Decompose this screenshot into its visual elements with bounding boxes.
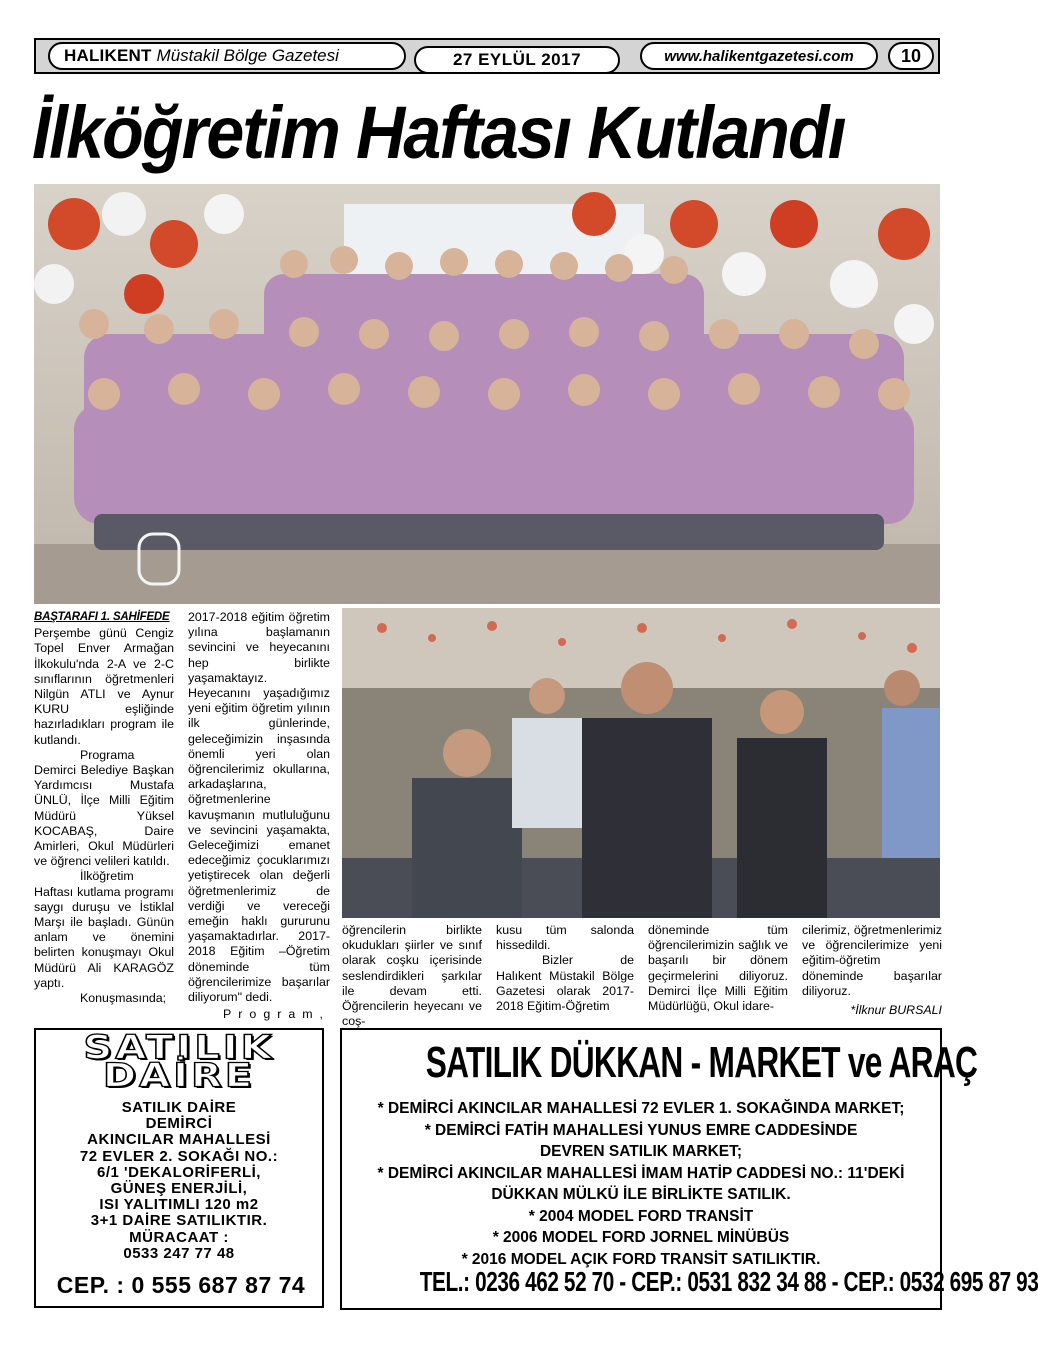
page-header (34, 38, 940, 74)
newspaper-name (48, 42, 406, 70)
article-column-4 (496, 923, 634, 1014)
students-group-photo (34, 184, 940, 604)
newspaper-subtitle: Müstakil Bölge Gazetesi (156, 46, 339, 65)
ad-line: * DEMİRCİ FATİH MAHALLESİ YUNUS EMRE CADDESİNDE (424, 1121, 858, 1139)
ad-phone: 0533 247 77 48 (123, 1244, 235, 1262)
ad-dukkan-title: SATILIK DÜKKAN - MARKET ve ARAÇ (425, 1038, 978, 1087)
article-column-5 (648, 923, 788, 1014)
article-paragraph: İlköğretim Haftası kutlama programı saygı duruşu ve İstiklal Marşı ile başladı. Günün anlam ve önemini belirten konuşmayı Okul Müdürü Ali KARAGÖZ yaptı. (34, 869, 174, 990)
article-paragraph: kusu tüm salonda hissedildi. (496, 923, 634, 953)
ad-line: * 2004 MODEL FORD TRANSİT (528, 1207, 754, 1225)
article-paragraph-tail: Program, (223, 1007, 330, 1022)
ad-line: * 2016 MODEL AÇIK FORD TRANSİT SATILIKTIR. (461, 1250, 821, 1268)
ad-line: 72 EVLER 2. SOKAĞI NO.: (79, 1147, 279, 1165)
article-paragraph: cilerimiz, öğretmenlerimiz ve öğrencilerimize yeni eğitim-öğretim döneminde başarılar diliyoruz. (802, 923, 942, 998)
ad-line: ISI YALITIMLI 120 m2 (99, 1196, 259, 1214)
article-paragraph: Perşembe günü Cengiz Topel Enver Armağan İlkokulu'nda 2-A ve 2-C sınıflarının öğretmenleri Nilgün ATLI ve Aynur KURU eşliğinde hazırladıkları program ile kutlandı. (34, 626, 174, 747)
article-paragraph: Bizler de Halıkent Müstakil Bölge Gazetesi olarak 2017-2018 Eğitim-Öğretim (496, 953, 634, 1014)
ad-dukkan-tel: TEL.: 0236 462 52 70 - CEP.: 0531 832 34 88 - CEP.: 0532 695 87 93 (419, 1266, 1038, 1297)
ad-line: 3+1 DAİRE SATILIKTIR. (90, 1212, 268, 1230)
students-photo-illustration (34, 184, 940, 604)
ad-line: DÜKKAN MÜLKÜ İLE BİRLİKTE SATILIK. (491, 1186, 791, 1203)
ad-daire-title-line: DAİRE (102, 1056, 256, 1095)
article-column-3 (342, 923, 482, 1029)
article-column-6 (802, 923, 942, 999)
article-paragraph: 2017-2018 eğitim öğretim yılına başlamanın sevincini ve heyecanını hep birlikte yaşamaktayız. Heyecanını yaşadığımız yeni eğitim öğretim yılının ilk günlerinde, geleceğimizin inşasında önemli yeri olan öğrencilerimiz okullarına, arkadaşlarına, öğretmenlerine kavuşmanın mutluluğunu ve sevincini yaşamakta, Geleceğimizi emanet edeceğimiz çocuklarımızı yetiştirecek olan değerli öğretmenlerimiz de verdiği ve vereceği emeğin haklı gururunu yaşamaktadırlar. 2017-2018 Eğitim –Öğretim döneminde tüm öğrencilerimize başarılar diliyorum" dedi. (188, 610, 330, 1005)
newspaper-title: HALIKENT (64, 46, 152, 65)
ad-line: DEVREN SATILIK MARKET; (539, 1143, 743, 1160)
ad-line: DEMİRCİ (145, 1115, 213, 1133)
ad-satilik-daire (34, 1028, 324, 1308)
ad-line: 6/1 'DEKALORİFERLİ, (97, 1163, 261, 1181)
ad-daire-body (36, 1100, 322, 1262)
article-kicker: BAŞTARAFI 1. SAHİFEDE (34, 611, 170, 623)
ad-line: * DEMİRCİ AKINCILAR MAHALLESİ İMAM HATİP CADDESİ NO.: 11'DEKİ (377, 1164, 905, 1182)
ad-line: MÜRACAAT : (129, 1228, 229, 1246)
ad-line: SATILIK DAİRE (121, 1099, 237, 1116)
article-paragraph: Programa Demirci Belediye Başkan Yardımcısı Mustafa ÜNLÜ, İlçe Milli Eğitim Müdürü Yüksel KOCABAŞ, Daire Amirleri, Okul Müdürleri ve öğrenci velileri katıldı. (34, 747, 174, 869)
ad-daire-title-line: SATILIK (83, 1029, 275, 1067)
article-column-2 (188, 610, 330, 1022)
article-column-1 (34, 610, 174, 1006)
headline: İlköğretim Haftası Kutlandı (32, 91, 845, 174)
ad-line: * DEMİRCİ AKINCILAR MAHALLESİ 72 EVLER 1. SOKAĞINDA MARKET; (377, 1100, 905, 1117)
ad-daire-title (36, 1029, 322, 1095)
ad-dukkan-body (342, 1098, 940, 1270)
article-paragraph: Konuşmasında; (80, 991, 167, 1006)
officials-photo-illustration (342, 608, 940, 918)
ad-line: GÜNEŞ ENERJİLİ, (110, 1180, 248, 1198)
ad-line: AKINCILAR MAHALLESİ (87, 1131, 271, 1149)
website-link[interactable]: www.halikentgazetesi.com (640, 42, 878, 70)
article-paragraph: döneminde tüm öğrencilerimizin sağlık ve başarılı bir dönem geçirmelerini diliyoruz. Demirci İlçe Milli Eğitim Müdürlüğü, Okul idare- (648, 923, 788, 1014)
officials-photo (342, 608, 940, 918)
ad-line: * 2006 MODEL FORD JORNEL MİNÜBÜS (492, 1229, 790, 1246)
ad-satilik-dukkan (340, 1028, 1038, 1310)
issue-date: 27 EYLÜL 2017 (414, 46, 620, 74)
author-signature: *İlknur BURSALI (850, 1003, 942, 1017)
ad-daire-cep: CEP. : 0 555 687 87 74 (56, 1272, 306, 1298)
article-paragraph: öğrencilerin birlikte okudukları şiirler ve sınıf olarak coşku içerisinde seslendirdikleri şarkılar ile devam etti. Öğrencilerin heyecanı ve coş- (342, 923, 482, 1029)
page-number: 10 (888, 42, 934, 70)
